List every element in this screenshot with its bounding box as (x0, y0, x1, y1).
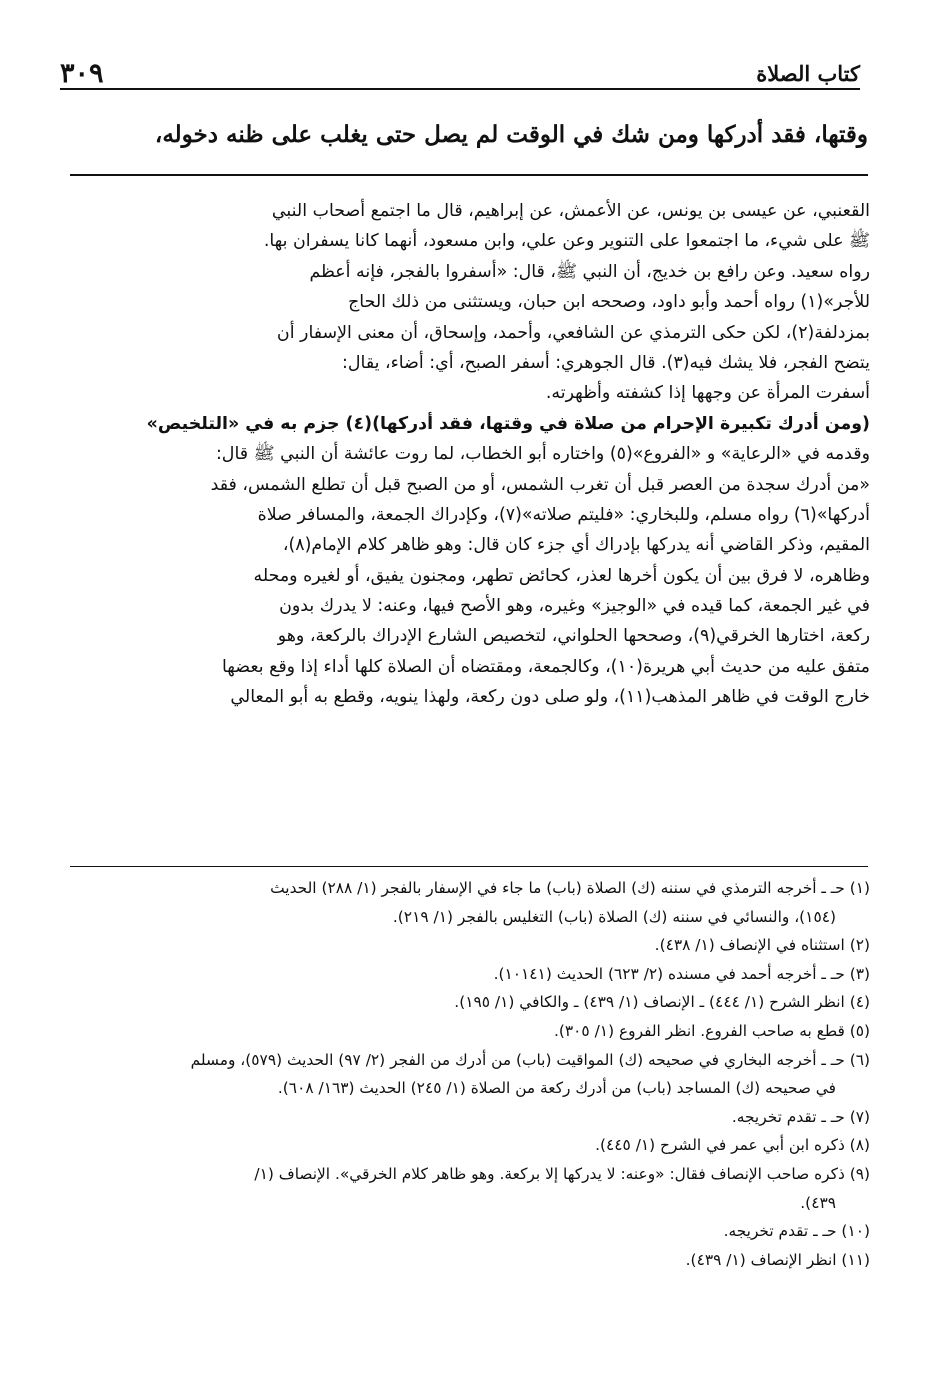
footnote-line: (٧) حـ ـ تقدم تخريجه. (731, 1107, 870, 1126)
commentary-line: ﷺ على شيء، ما اجتمعوا على التنوير وعن علي، وابن مسعود، أنهما كانا يسفران بها. (263, 231, 870, 252)
footnote-line: ٤٣٩). (800, 1193, 836, 1212)
footnote-line: (٣) حـ ـ أخرجه أحمد في مسنده (٢/ ٦٢٣) الحديث (١٠١٤١). (493, 964, 870, 983)
commentary-line: خارج الوقت في ظاهر المذهب(١١)، ولو صلى دون ركعة، ولهذا ينويه، وقطع به أبو المعالي (230, 687, 870, 708)
commentary-body (70, 196, 870, 713)
commentary-line: وقدمه في «الرعاية» و «الفروع»(٥) واختاره أبو الخطاب، لما روت عائشة أن النبي ﷺ قال: (215, 444, 870, 465)
commentary-line: يتضح الفجر، فلا يشك فيه(٣). قال الجوهري: أسفر الصبح، أي: أضاء، يقال: (342, 352, 870, 373)
page-number: ٣٠٩ (60, 58, 104, 89)
footnote-line: (١٠) حـ ـ تقدم تخريجه. (723, 1222, 870, 1241)
commentary-line: للأجر»(١) رواه أحمد وأبو داود، وصححه ابن حبان، ويستثنى من ذلك الحاج (348, 292, 870, 313)
commentary-line-matn-quote: (ومن أدرك تكبيرة الإحرام من صلاة في وقتها، فقد أدركها)(٤) جزم به في «التلخيص» (146, 413, 870, 434)
footnote-line: (٩) ذكره صاحب الإنصاف فقال: «وعنه: لا يدركها إلا بركعة. وهو ظاهر كلام الخرقي». الإنصاف (١/ (254, 1164, 870, 1183)
commentary-line: أسفرت المرأة عن وجهها إذا كشفته وأظهرته. (545, 383, 870, 404)
commentary-line: في غير الجمعة، كما قيده في «الوجيز» وغيره، وهو الأصح فيها، وعنه: لا يدرك بدون (279, 596, 870, 617)
footnotes (70, 874, 870, 1274)
matn-text: وقتها، فقد أدركها ومن شك في الوقت لم يصل حتى يغلب على ظنه دخوله، (154, 121, 868, 148)
footnote-line: في صحيحه (ك) المساجد (باب) من أدرك ركعة من الصلاة (١/ ٢٤٥) الحديث (١٦٣/ ٦٠٨). (277, 1079, 836, 1098)
footnote-divider (70, 866, 868, 867)
commentary-line: ركعة، اختارها الخرقي(٩)، وصححها الحلواني، لتخصيص الشارع الإدراك بالركعة، وهو (277, 626, 870, 647)
footnote-line: (٦) حـ ـ أخرجه البخاري في صحيحه (ك) المواقيت (باب) من أدرك من الفجر (٢/ ٩٧) الحديث (٥٧٩)، ومسلم (190, 1050, 870, 1069)
footnote-line: (٢) استثناه في الإنصاف (١/ ٤٣٨). (654, 936, 870, 955)
footnote-line: (١) حـ ـ أخرجه الترمذي في سننه (ك) الصلاة (باب) ما جاء في الإسفار بالفجر (١/ ٢٨٨) الحديث (270, 879, 870, 897)
commentary-line: رواه سعيد. وعن رافع بن خديج، أن النبي ﷺ، قال: «أسفروا بالفجر، فإنه أعظم (309, 261, 870, 282)
commentary-line: المقيم، وذكر القاضي أنه يدركها بإدراك أي جزء كان قال: وهو ظاهر كلام الإمام(٨)، (282, 535, 870, 556)
page-header (60, 58, 860, 90)
commentary-line: القعنبي، عن عيسى بن يونس، عن الأعمش، عن إبراهيم، قال ما اجتمع أصحاب النبي (271, 201, 870, 221)
commentary-line: متفق عليه من حديث أبي هريرة(١٠)، وكالجمعة، ومقتضاه أن الصلاة كلها أداء إذا وقع بعضها (221, 656, 870, 677)
footnote-line: (١١) انظر الإنصاف (١/ ٤٣٩). (685, 1250, 870, 1269)
commentary-line: أدركها»(٦) رواه مسلم، وللبخاري: «فليتم صلاته»(٧)، وكإدراك الجمعة، والمسافر صلاة (257, 504, 870, 525)
commentary-line: «من أدرك سجدة من العصر قبل أن تغرب الشمس، أو من الصبح قبل أن تطلع الشمس، فقد (210, 474, 870, 495)
footnote-line: (٥) قطع به صاحب الفروع. انظر الفروع (١/ ٣٠٥). (553, 1021, 870, 1040)
footnote-line: (١٥٤)، والنسائي في سننه (ك) الصلاة (باب) التغليس بالفجر (١/ ٢١٩). (392, 907, 836, 926)
book-title: كتاب الصلاة (756, 61, 860, 86)
footnote-line: (٤) انظر الشرح (١/ ٤٤٤) ـ الإنصاف (١/ ٤٣٩) ـ والكافي (١/ ١٩٥). (454, 993, 870, 1012)
commentary-line: وظاهره، لا فرق بين أن يكون أخرها لعذر، كحائض تطهر، ومجنون يفيق، أو لغيره ومحله (253, 565, 870, 586)
matn-divider (70, 174, 868, 176)
commentary-line: بمزدلفة(٢)، لكن حكى الترمذي عن الشافعي، وأحمد، وإسحاق، أن معنى الإسفار أن (276, 322, 870, 343)
footnote-line: (٨) ذكره ابن أبي عمر في الشرح (١/ ٤٤٥). (595, 1136, 870, 1155)
